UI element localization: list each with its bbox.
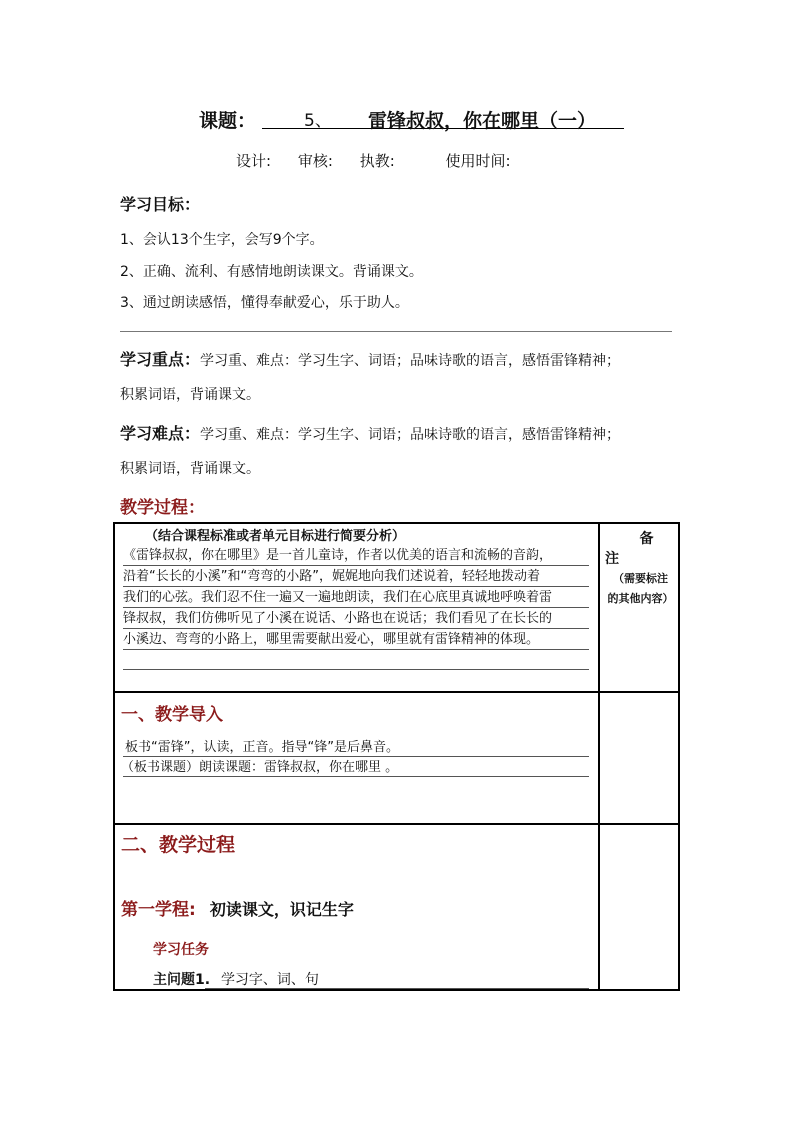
goals-heading: 学习目标： bbox=[120, 195, 201, 214]
lesson-title: 雷锋叔叔，你在哪里（一） bbox=[368, 110, 597, 132]
rule bbox=[123, 756, 589, 757]
analysis-line-4: 锋叔叔，我们仿佛听见了小溪在说话、小路也在说话；我们看见了在长长的 bbox=[123, 611, 553, 626]
teacher-label: 执教: bbox=[359, 152, 395, 170]
goal-item-1: 1、会认13个生字，会写9个字。 bbox=[120, 232, 324, 248]
rule bbox=[123, 669, 589, 670]
analysis-heading: （结合课程标准或者单元目标进行简要分析） bbox=[145, 529, 406, 544]
lesson-title-underline bbox=[262, 106, 624, 132]
rule bbox=[123, 607, 589, 608]
review-label: 审核: bbox=[297, 152, 333, 170]
rule bbox=[123, 586, 589, 587]
design-label: 设计: bbox=[236, 152, 272, 170]
notes-title-1: 备 bbox=[639, 531, 656, 547]
analysis-line-5: 小溪边、弯弯的小路上，哪里需要献出爱心，哪里就有雷锋精神的体现。 bbox=[123, 632, 540, 647]
analysis-line-2: 沿着“长长的小溪”和“弯弯的小路”，娓娓地向我们述说着，轻轻地拨动着 bbox=[123, 569, 540, 584]
stage-row bbox=[121, 899, 354, 922]
lesson-number: 5、 bbox=[304, 111, 332, 131]
analysis-line-3: 我们的心弦。我们忍不住一遍又一遍地朗读，我们在心底里真诚地呼唤着雷 bbox=[123, 590, 553, 605]
stage-text: 初读课文，识记生字 bbox=[209, 900, 354, 919]
process-section-heading: 二、教学过程 bbox=[121, 834, 236, 856]
time-label: 使用时间: bbox=[445, 152, 511, 170]
rule bbox=[123, 565, 589, 566]
lesson-title-label: 课题： bbox=[199, 110, 257, 132]
analysis-line-1: 《雷锋叔叔，你在哪里》是一首儿童诗，作者以优美的语言和流畅的音韵， bbox=[123, 548, 553, 563]
notes-title-2: 注 bbox=[605, 551, 619, 567]
key-points-line2: 积累词语，背诵课文。 bbox=[120, 387, 260, 403]
notes-sub-1: （需要标注 bbox=[613, 572, 668, 585]
difficulties-heading: 学习难点： bbox=[120, 424, 201, 443]
rule bbox=[123, 649, 589, 650]
difficulties bbox=[120, 421, 620, 444]
intro-line-2: （板书课题）朗读课题：雷锋叔叔，你在哪里 。 bbox=[121, 760, 399, 775]
key-points-heading: 学习重点： bbox=[120, 350, 201, 369]
rule bbox=[123, 628, 589, 629]
meta-row bbox=[236, 150, 533, 171]
key-points bbox=[120, 347, 620, 370]
question-label: 主问题1. bbox=[153, 972, 211, 988]
row-divider-2 bbox=[115, 823, 678, 825]
question-text: 学习字、词、句 bbox=[220, 972, 319, 988]
stage-label: 第一学程: bbox=[121, 900, 196, 920]
intro-heading: 一、教学导入 bbox=[121, 705, 223, 725]
goal-item-3: 3、通过朗读感悟，懂得奉献爱心，乐于助人。 bbox=[120, 295, 409, 311]
difficulties-line1: 学习重、难点：学习生字、词语；品味诗歌的语言，感悟雷锋精神； bbox=[200, 427, 621, 443]
key-points-line1: 学习重、难点：学习生字、词语；品味诗歌的语言，感悟雷锋精神； bbox=[200, 353, 621, 369]
notes-sub-2: 的其他内容） bbox=[607, 592, 674, 605]
intro-line-1: 板书“雷锋”，认读，正音。指导“锋”是后鼻音。 bbox=[125, 740, 399, 755]
divider bbox=[120, 331, 672, 332]
lesson-table bbox=[113, 522, 680, 991]
task-label: 学习任务 bbox=[153, 942, 209, 958]
row-divider-1 bbox=[115, 691, 678, 693]
rule bbox=[123, 776, 589, 777]
difficulties-line2: 积累词语，背诵课文。 bbox=[120, 461, 260, 477]
goal-item-2: 2、正确、流利、有感情地朗读课文。背诵课文。 bbox=[120, 264, 423, 280]
process-heading: 教学过程： bbox=[120, 498, 205, 518]
rule bbox=[205, 988, 589, 989]
